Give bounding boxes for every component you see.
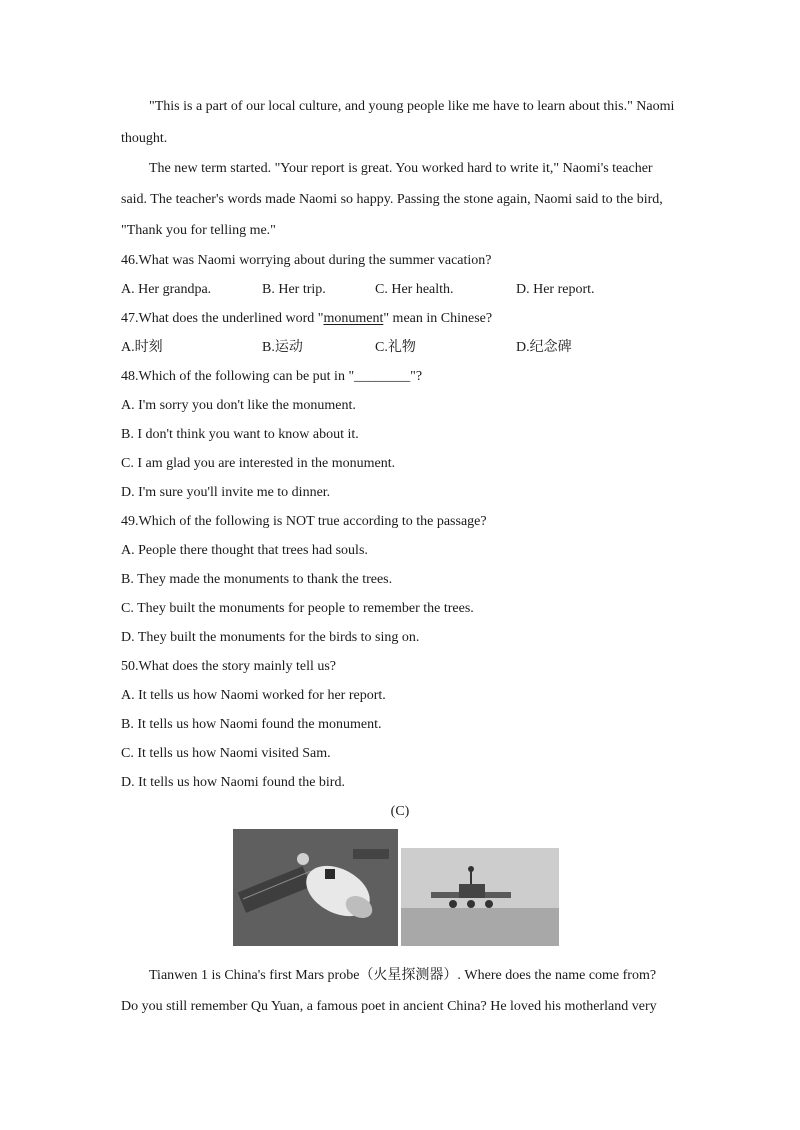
paragraph-line: Tianwen 1 is China's first Mars probe（火星探测器）. Where does the name come from?: [149, 968, 657, 983]
paragraph-line: The new term started. "Your report is great. You worked hard to write it," Naomi's teacher: [149, 161, 653, 176]
paragraph-line: thought.: [121, 131, 168, 146]
q48-option-d: D. I'm sure you'll invite me to dinner.: [121, 485, 331, 500]
mars-rover-photo: [401, 848, 559, 946]
spacecraft-illustration: [233, 829, 398, 946]
q47-option-c: C.礼物: [375, 340, 416, 355]
q49-option-c: C. They built the monuments for people to remember the trees.: [121, 601, 474, 616]
q47-option-d: D.纪念碑: [516, 340, 572, 355]
q49-option-a: A. People there thought that trees had souls.: [121, 543, 368, 558]
underlined-word: monument: [323, 311, 384, 326]
q49-option-d: D. They built the monuments for the birds to sing on.: [121, 630, 420, 645]
q46-option-b: B. Her trip.: [262, 282, 326, 297]
q48-option-b: B. I don't think you want to know about it.: [121, 427, 359, 442]
question-49-stem: 49.Which of the following is NOT true according to the passage?: [121, 514, 487, 529]
question-47-stem: [121, 310, 492, 328]
section-c-label: (C): [390, 804, 410, 819]
q49-option-b: B. They made the monuments to thank the trees.: [121, 572, 393, 587]
question-48-stem: 48.Which of the following can be put in "________"?: [121, 369, 423, 384]
question-46-stem: 46.What was Naomi worrying about during the summer vacation?: [121, 253, 492, 268]
q48-option-c: C. I am glad you are interested in the monument.: [121, 456, 396, 471]
q47-stem-after: " mean in Chinese?: [383, 311, 493, 326]
paragraph-line: "Thank you for telling me.": [121, 223, 276, 238]
q50-option-a: A. It tells us how Naomi worked for her report.: [121, 688, 386, 703]
q48-option-a: A. I'm sorry you don't like the monument.: [121, 398, 356, 413]
q50-option-c: C. It tells us how Naomi visited Sam.: [121, 746, 331, 761]
q46-option-c: C. Her health.: [375, 282, 454, 297]
question-50-stem: 50.What does the story mainly tell us?: [121, 659, 337, 674]
q46-option-a: A. Her grandpa.: [121, 282, 212, 297]
paragraph-line: Do you still remember Qu Yuan, a famous poet in ancient China? He loved his motherland very: [121, 999, 657, 1014]
paragraph-line: "This is a part of our local culture, and young people like me have to learn about this." Naomi: [149, 99, 675, 114]
q47-option-a: A.时刻: [121, 340, 163, 355]
rover-illustration: [401, 848, 559, 946]
spacecraft-photo: [233, 829, 398, 946]
paragraph-line: said. The teacher's words made Naomi so happy. Passing the stone again, Naomi said to the bird,: [121, 192, 663, 207]
q50-option-d: D. It tells us how Naomi found the bird.: [121, 775, 345, 790]
q46-option-d: D. Her report.: [516, 282, 595, 297]
q50-option-b: B. It tells us how Naomi found the monument.: [121, 717, 382, 732]
q47-option-b: B.运动: [262, 340, 303, 355]
q47-stem-before: 47.What does the underlined word ": [121, 311, 324, 326]
